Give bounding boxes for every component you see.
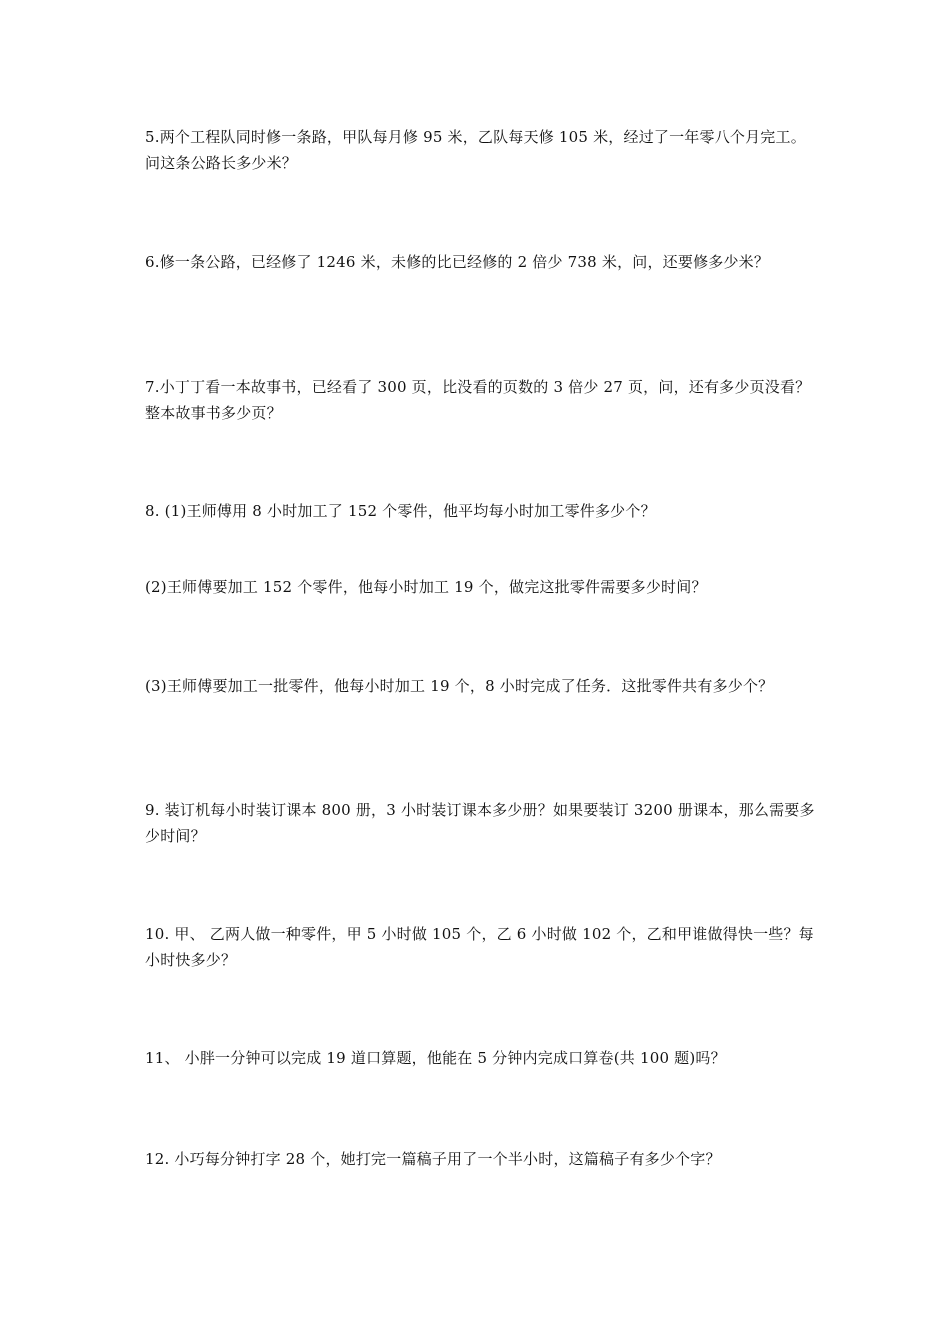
question-7: 7.小丁丁看一本故事书，已经看了 300 页，比没看的页数的 3 倍少 27 页，问，还有多少页没看？整本故事书多少页？ [145,378,811,422]
question-12: 12. 小巧每分钟打字 28 个，她打完一篇稿子用了一个半小时，这篇稿子有多少个字？ [145,1150,721,1168]
question-8-2: (2)王师傅要加工 152 个零件，他每小时加工 19 个，做完这批零件需要多少时间？ [145,578,707,596]
question-6: 6.修一条公路，已经修了 1246 米，未修的比已经修的 2 倍少 738 米，问，还要修多少米？ [145,253,770,271]
question-9: 9. 装订机每小时装订课本 800 册，3 小时装订课本多少册？如果要装订 3200 册课本，那么需要多少时间？ [145,801,815,845]
question-11: 11、 小胖一分钟可以完成 19 道口算题，他能在 5 分钟内完成口算卷(共 100 题)吗？ [145,1049,726,1067]
question-5: 5.两个工程队同时修一条路，甲队每月修 95 米，乙队每天修 105 米，经过了一年零八个月完工。问这条公路长多少米？ [145,128,806,172]
question-8-1: 8. (1)王师傅用 8 小时加工了 152 个零件，他平均每小时加工零件多少个？ [145,502,656,520]
question-10: 10. 甲、 乙两人做一种零件，甲 5 小时做 105 个，乙 6 小时做 102 个，乙和甲谁做得快一些？每小时快多少？ [145,925,814,969]
question-8-3: (3)王师傅要加工一批零件，他每小时加工 19 个，8 小时完成了任务．这批零件共有多少个？ [145,677,774,695]
